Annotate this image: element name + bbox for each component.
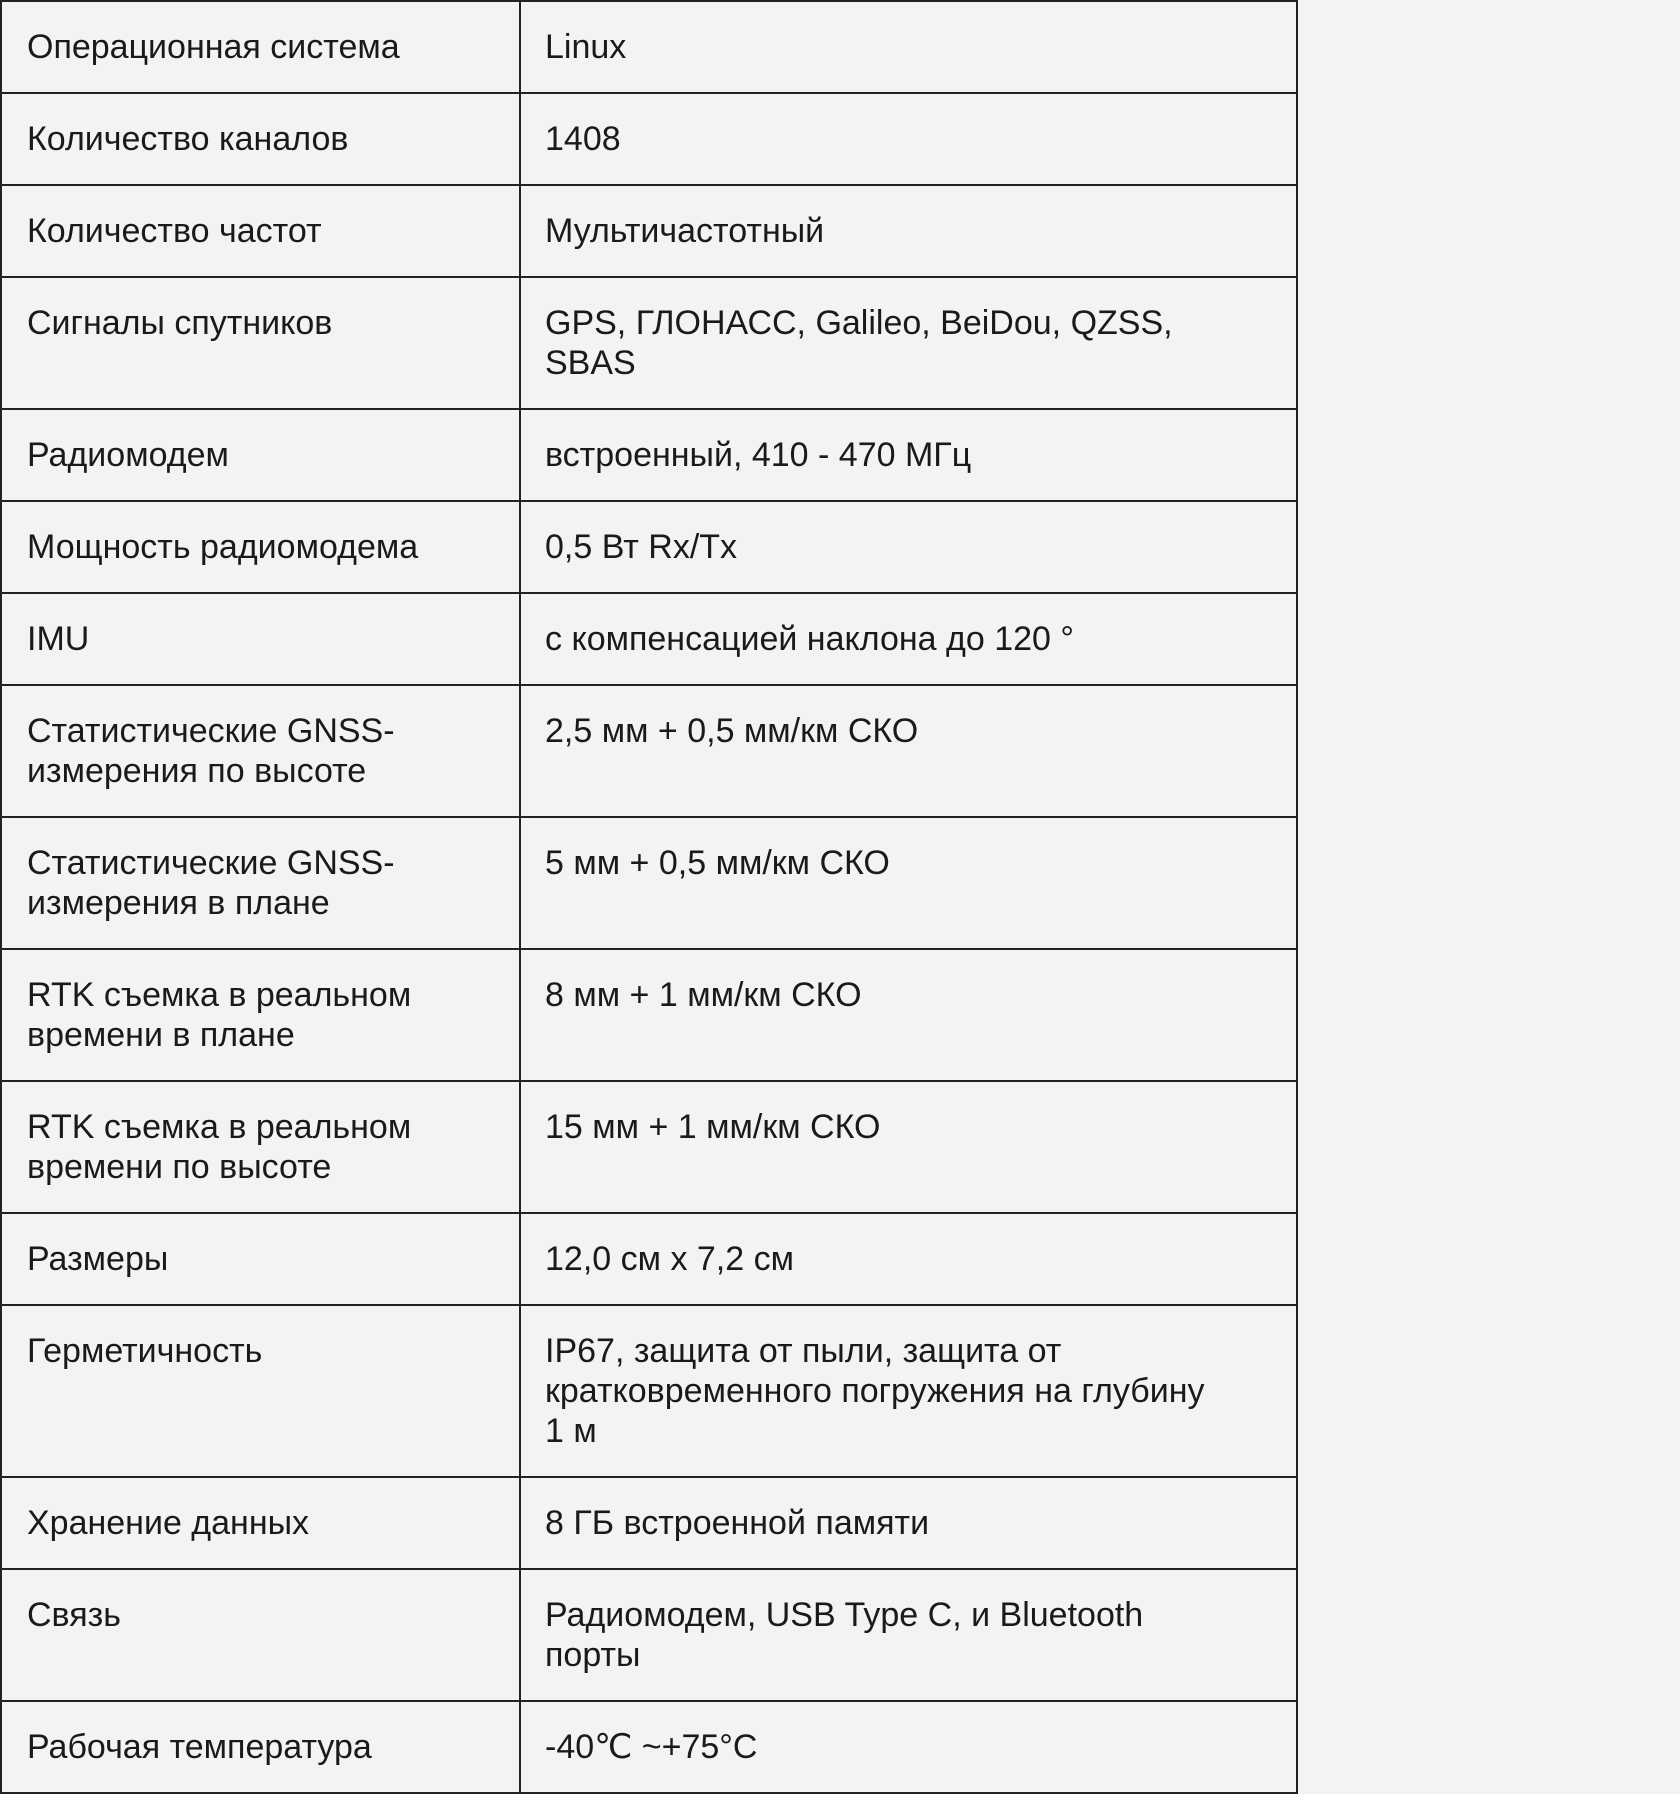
spec-label: Рабочая температура — [1, 1701, 520, 1793]
spec-label: Хранение данных — [1, 1477, 520, 1569]
table-row — [1, 1701, 1297, 1793]
table-row — [1, 501, 1297, 593]
spec-value: 1408 — [520, 93, 1297, 185]
table-row — [1, 409, 1297, 501]
spec-label: IMU — [1, 593, 520, 685]
table-row — [1, 1569, 1297, 1701]
spec-value: -40℃ ~+75°C — [520, 1701, 1297, 1793]
spec-label: Герметичность — [1, 1305, 520, 1477]
spec-value: встроенный, 410 - 470 МГц — [520, 409, 1297, 501]
spec-label: RTK съемка в реальном времени по высоте — [1, 1081, 520, 1213]
table-row — [1, 185, 1297, 277]
table-row — [1, 593, 1297, 685]
table-row — [1, 1477, 1297, 1569]
spec-value: 2,5 мм + 0,5 мм/км СКО — [520, 685, 1297, 817]
spec-label: Статистические GNSS- измерения по высоте — [1, 685, 520, 817]
table-row — [1, 93, 1297, 185]
table-row — [1, 949, 1297, 1081]
spec-label: Операционная система — [1, 1, 520, 93]
spec-label: Мощность радиомодема — [1, 501, 520, 593]
spec-value: с компенсацией наклона до 120 ° — [520, 593, 1297, 685]
spec-value: Linux — [520, 1, 1297, 93]
spec-label: Связь — [1, 1569, 520, 1701]
table-row — [1, 817, 1297, 949]
table-row — [1, 1305, 1297, 1477]
spec-value: GPS, ГЛОНАСС, Galileo, BeiDou, QZSS, SBAS — [520, 277, 1297, 409]
spec-value: IP67, защита от пыли, защита от кратковременного погружения на глубину 1 м — [520, 1305, 1297, 1477]
spec-value: Мультичастотный — [520, 185, 1297, 277]
spec-label: RTK съемка в реальном времени в плане — [1, 949, 520, 1081]
spec-value: 15 мм + 1 мм/км СКО — [520, 1081, 1297, 1213]
spec-value: 0,5 Вт Rx/Tx — [520, 501, 1297, 593]
table-row — [1, 277, 1297, 409]
spec-value: 5 мм + 0,5 мм/км СКО — [520, 817, 1297, 949]
table-row — [1, 1213, 1297, 1305]
table-row — [1, 685, 1297, 817]
spec-value: 8 ГБ встроенной памяти — [520, 1477, 1297, 1569]
spec-label: Сигналы спутников — [1, 277, 520, 409]
spec-label: Радиомодем — [1, 409, 520, 501]
spec-label: Количество каналов — [1, 93, 520, 185]
spec-label: Размеры — [1, 1213, 520, 1305]
spec-value: Радиомодем, USB Type C, и Bluetooth порты — [520, 1569, 1297, 1701]
spec-value: 12,0 см x 7,2 см — [520, 1213, 1297, 1305]
spec-label: Статистические GNSS- измерения в плане — [1, 817, 520, 949]
table-row — [1, 1, 1297, 93]
spec-label: Количество частот — [1, 185, 520, 277]
spec-value: 8 мм + 1 мм/км СКО — [520, 949, 1297, 1081]
table-row — [1, 1081, 1297, 1213]
